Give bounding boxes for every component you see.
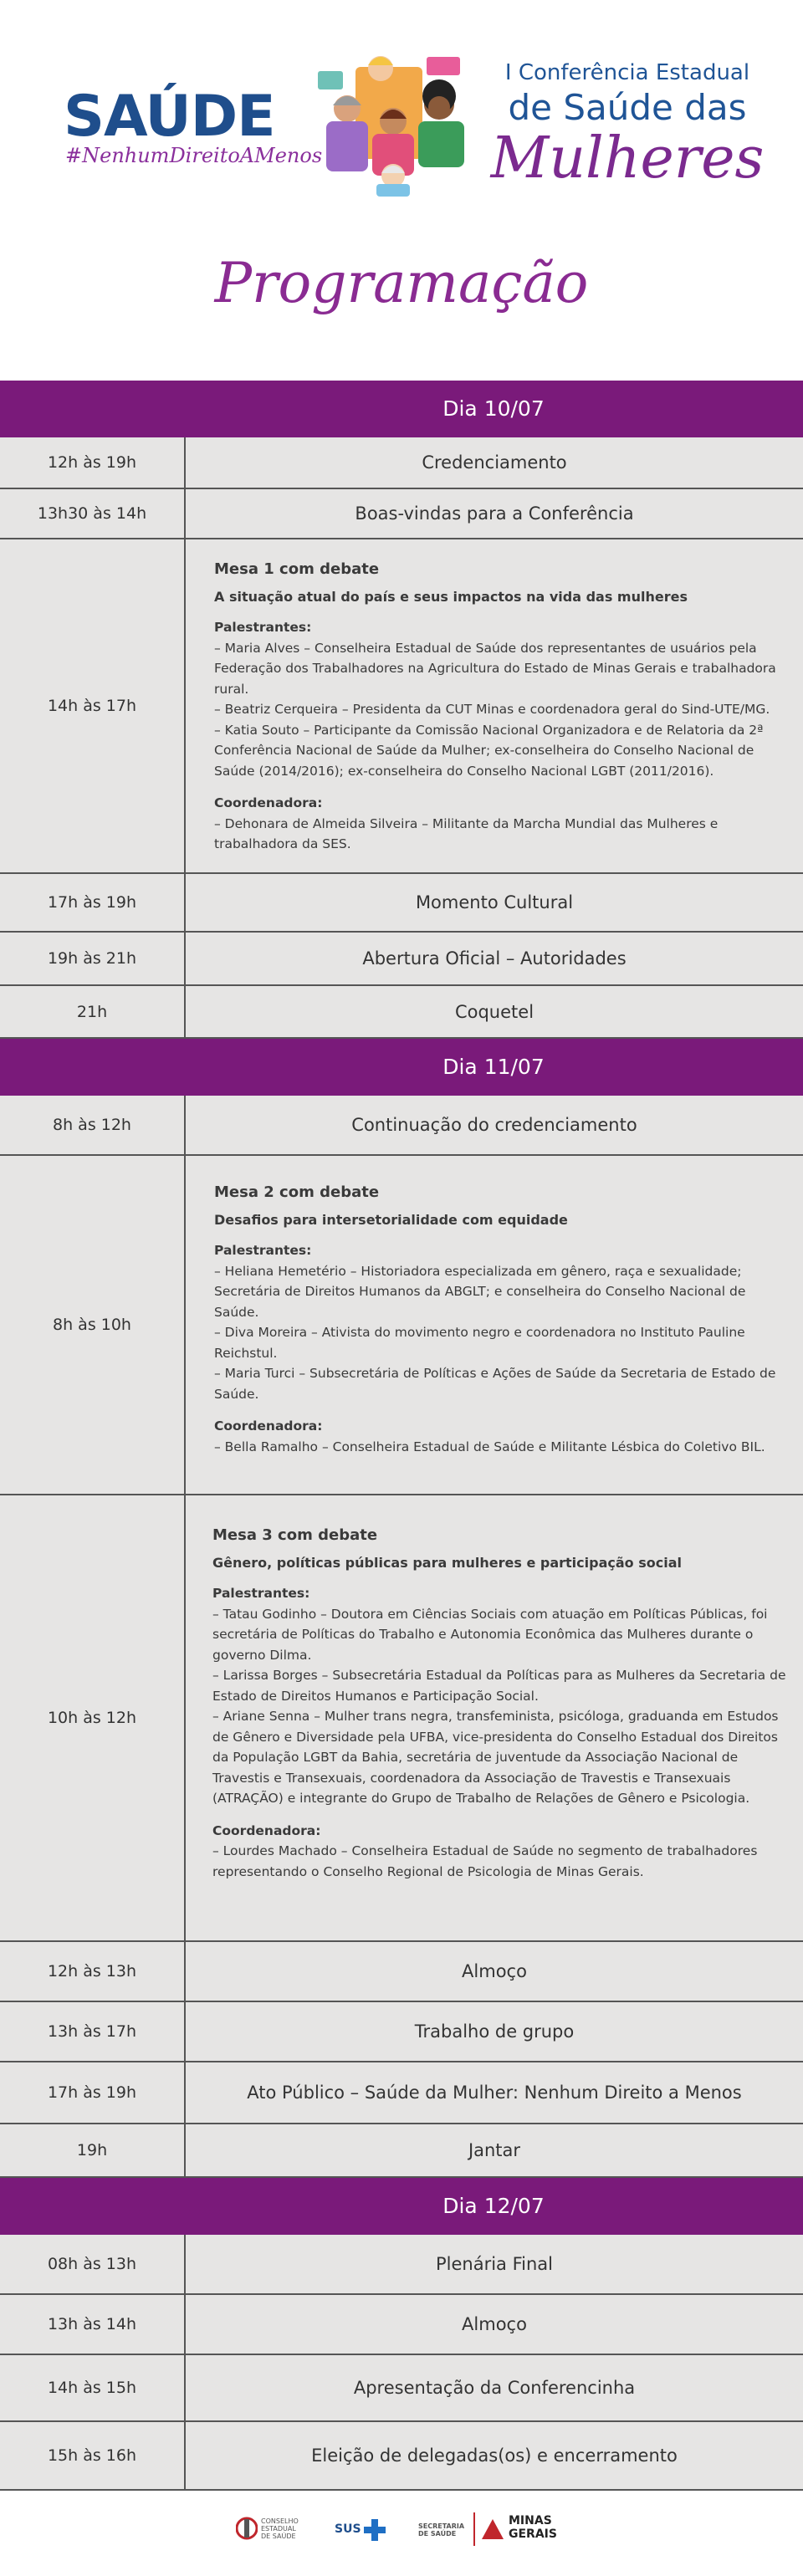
schedule-row bbox=[0, 437, 803, 489]
row-activity: Almoço bbox=[462, 1961, 527, 1981]
row-time: 14h às 17h bbox=[0, 539, 186, 872]
schedule-row-mesa-3 bbox=[0, 1495, 803, 1942]
speaker-item: – Maria Turci – Subsecretária de Políticas e Ações de Saúde da Secretaria de Estado de Saúde. bbox=[214, 1366, 776, 1402]
row-activity: Plenária Final bbox=[435, 2254, 553, 2274]
footer-logos bbox=[0, 2492, 803, 2576]
coordinator-label: Coordenadora: bbox=[212, 1822, 321, 1838]
conference-title-line2: de Saúde das bbox=[508, 87, 747, 128]
coordinator-item: – Bella Ramalho – Conselheira Estadual de Saúde e Militante Lésbica do Coletivo BIL. bbox=[214, 1439, 765, 1454]
conference-title-line1: I Conferência Estadual bbox=[504, 60, 750, 85]
row-time: 10h às 12h bbox=[0, 1495, 186, 1940]
row-activity: Boas-vindas para a Conferência bbox=[355, 503, 634, 524]
row-time: 8h às 12h bbox=[0, 1096, 186, 1154]
secretaria-logo-text: SECRETARIA DE SAÚDE bbox=[418, 2522, 465, 2538]
row-activity: Trabalho de grupo bbox=[414, 2021, 575, 2042]
schedule-row bbox=[0, 489, 803, 539]
schedule-row bbox=[0, 2235, 803, 2295]
row-activity: Abertura Oficial – Autoridades bbox=[362, 948, 627, 969]
row-time: 13h às 14h bbox=[0, 2295, 186, 2354]
sus-logo-text: SUS bbox=[335, 2522, 361, 2536]
row-activity: Apresentação da Conferencinha bbox=[353, 2378, 636, 2398]
row-time: 8h às 10h bbox=[0, 1156, 186, 1494]
coordinator-item: – Lourdes Machado – Conselheira Estadual de Saúde no segmento de trabalhadores representando o Conselho Regional de Psicologia de Minas Gerais. bbox=[212, 1843, 758, 1879]
speaker-item: – Heliana Hemetério – Historiadora especializada em gênero, raça e sexualidade; Secretária de Direitos Humanos da ABGLT; e conselheira do Conselho Nacional de Saúde. bbox=[214, 1263, 746, 1320]
footer-divider bbox=[473, 2512, 475, 2546]
conselho-logo-text: CONSELHO ESTADUAL DE SAÚDE bbox=[261, 2517, 299, 2540]
day-title: Dia 10/07 bbox=[442, 396, 545, 421]
conselho-emblem-icon bbox=[236, 2516, 258, 2541]
row-time: 08h às 13h bbox=[0, 2235, 186, 2293]
women-illustration bbox=[309, 50, 477, 197]
schedule-row-mesa-1 bbox=[0, 539, 803, 874]
row-time: 21h bbox=[0, 986, 186, 1037]
speaker-item: – Beatriz Cerqueira – Presidenta da CUT Minas e coordenadora geral do Sind-UTE/MG. bbox=[214, 702, 770, 717]
schedule-row bbox=[0, 2295, 803, 2355]
schedule-row bbox=[0, 2124, 803, 2178]
mesa-title: Mesa 3 com debate bbox=[212, 1526, 378, 1544]
day-header-1207 bbox=[0, 2178, 803, 2235]
schedule-row bbox=[0, 986, 803, 1039]
coordinator-label: Coordenadora: bbox=[214, 1418, 323, 1434]
row-time: 13h30 às 14h bbox=[0, 489, 186, 538]
program-title: Programação bbox=[214, 251, 589, 315]
schedule-row bbox=[0, 1942, 803, 2002]
row-activity: Jantar bbox=[468, 2140, 521, 2160]
coordinator-item: – Dehonara de Almeida Silveira – Militante da Marcha Mundial das Mulheres e trabalhadora da SES. bbox=[214, 815, 719, 851]
saude-logo-word: SAÚDE bbox=[64, 84, 275, 150]
row-activity: Ato Público – Saúde da Mulher: Nenhum Direito a Menos bbox=[247, 2083, 742, 2103]
mesa-detail bbox=[212, 1526, 786, 1882]
row-time: 12h às 13h bbox=[0, 1942, 186, 2001]
row-activity: Credenciamento bbox=[422, 452, 567, 473]
header bbox=[0, 0, 803, 381]
speaker-item: – Diva Moreira – Ativista do movimento negro e coordenadora no Instituto Pauline Reichstul. bbox=[214, 1325, 745, 1361]
speaker-item: – Maria Alves – Conselheira Estadual de Saúde dos representantes de usuários pela Federação dos Trabalhadores na Agricultura do Estado de Minas Gerais e trabalhadora rural. bbox=[214, 640, 776, 697]
row-time: 19h bbox=[0, 2124, 186, 2176]
row-time: 19h às 21h bbox=[0, 933, 186, 984]
speaker-item: – Katia Souto – Participante da Comissão Nacional Organizadora e de Relatoria da 2ª Conferência Nacional de Saúde da Mulher; ex-conselheira do Conselho Nacional de Saúde (2014/2016); ex-conselheira do Conselho Nacional LGBT (2011/2016). bbox=[214, 722, 764, 779]
row-time: 13h às 17h bbox=[0, 2002, 186, 2061]
mesa-theme: Gênero, políticas públicas para mulheres e participação social bbox=[212, 1554, 682, 1571]
speakers-label: Palestrantes: bbox=[214, 620, 312, 635]
sus-logo bbox=[335, 2519, 386, 2541]
row-time: 14h às 15h bbox=[0, 2355, 186, 2420]
day-title: Dia 12/07 bbox=[442, 2194, 545, 2218]
saude-hashtag: #NenhumDireitoAMenos bbox=[65, 144, 323, 167]
speaker-item: – Ariane Senna – Mulher trans negra, transfeminista, psicóloga, graduanda em Estudos de Gênero e Diversidade pela UFBA, vice-presidenta do Conselho Estadual dos Direitos da População LGBT da Bahia, secretária de juventude da Associação Nacional de Travestis e Transexuais, coordenadora da Associação de Travestis e Transexuais (ATRAÇÃO) e integrante do Grupo de Trabalho de Relações de Gênero e Psicologia. bbox=[212, 1709, 779, 1806]
row-time: 17h às 19h bbox=[0, 874, 186, 931]
coordinator-label: Coordenadora: bbox=[214, 795, 323, 810]
speaker-item: – Larissa Borges – Subsecretária Estadual da Políticas para as Mulheres da Secretaria de Estado de Direitos Humanos e Participação Social. bbox=[212, 1668, 786, 1704]
schedule-row bbox=[0, 933, 803, 986]
minas-logo-text: MINAS GERAIS bbox=[509, 2514, 557, 2541]
day-title: Dia 11/07 bbox=[442, 1055, 545, 1079]
schedule-row bbox=[0, 2355, 803, 2422]
schedule-row bbox=[0, 2062, 803, 2124]
row-activity: Continuação do credenciamento bbox=[351, 1115, 637, 1135]
mesa-theme: Desafios para intersetorialidade com equidade bbox=[214, 1211, 568, 1228]
mesa-detail bbox=[214, 560, 786, 855]
speaker-item: – Tatau Godinho – Doutora em Ciências Sociais com atuação em Políticas Públicas, foi secretária de Políticas do Trabalho e Autonomia Econômica das Mulheres durante o governo Dilma. bbox=[212, 1606, 768, 1663]
mesa-detail bbox=[214, 1183, 786, 1457]
schedule-row-mesa-2 bbox=[0, 1156, 803, 1495]
triangle-icon bbox=[480, 2517, 505, 2541]
schedule-row bbox=[0, 2422, 803, 2491]
schedule-row bbox=[0, 2002, 803, 2062]
mesa-theme: A situação atual do país e seus impactos na vida das mulheres bbox=[214, 588, 688, 605]
mesa-title: Mesa 1 com debate bbox=[214, 560, 380, 578]
row-activity: Momento Cultural bbox=[415, 892, 574, 912]
row-activity: Eleição de delegadas(os) e encerramento bbox=[311, 2446, 678, 2466]
row-time: 17h às 19h bbox=[0, 2062, 186, 2123]
conference-title-line3: Mulheres bbox=[490, 125, 765, 192]
speakers-label: Palestrantes: bbox=[212, 1586, 310, 1601]
day-header-1007 bbox=[0, 381, 803, 437]
schedule-row bbox=[0, 874, 803, 933]
day-header-1107 bbox=[0, 1039, 803, 1096]
schedule-row bbox=[0, 1096, 803, 1156]
row-time: 12h às 19h bbox=[0, 437, 186, 488]
mesa-title: Mesa 2 com debate bbox=[214, 1183, 380, 1201]
cross-icon bbox=[364, 2519, 386, 2541]
row-activity: Coquetel bbox=[454, 1001, 534, 1022]
row-activity: Almoço bbox=[462, 2314, 527, 2334]
speakers-label: Palestrantes: bbox=[214, 1243, 312, 1258]
row-time: 15h às 16h bbox=[0, 2422, 186, 2489]
